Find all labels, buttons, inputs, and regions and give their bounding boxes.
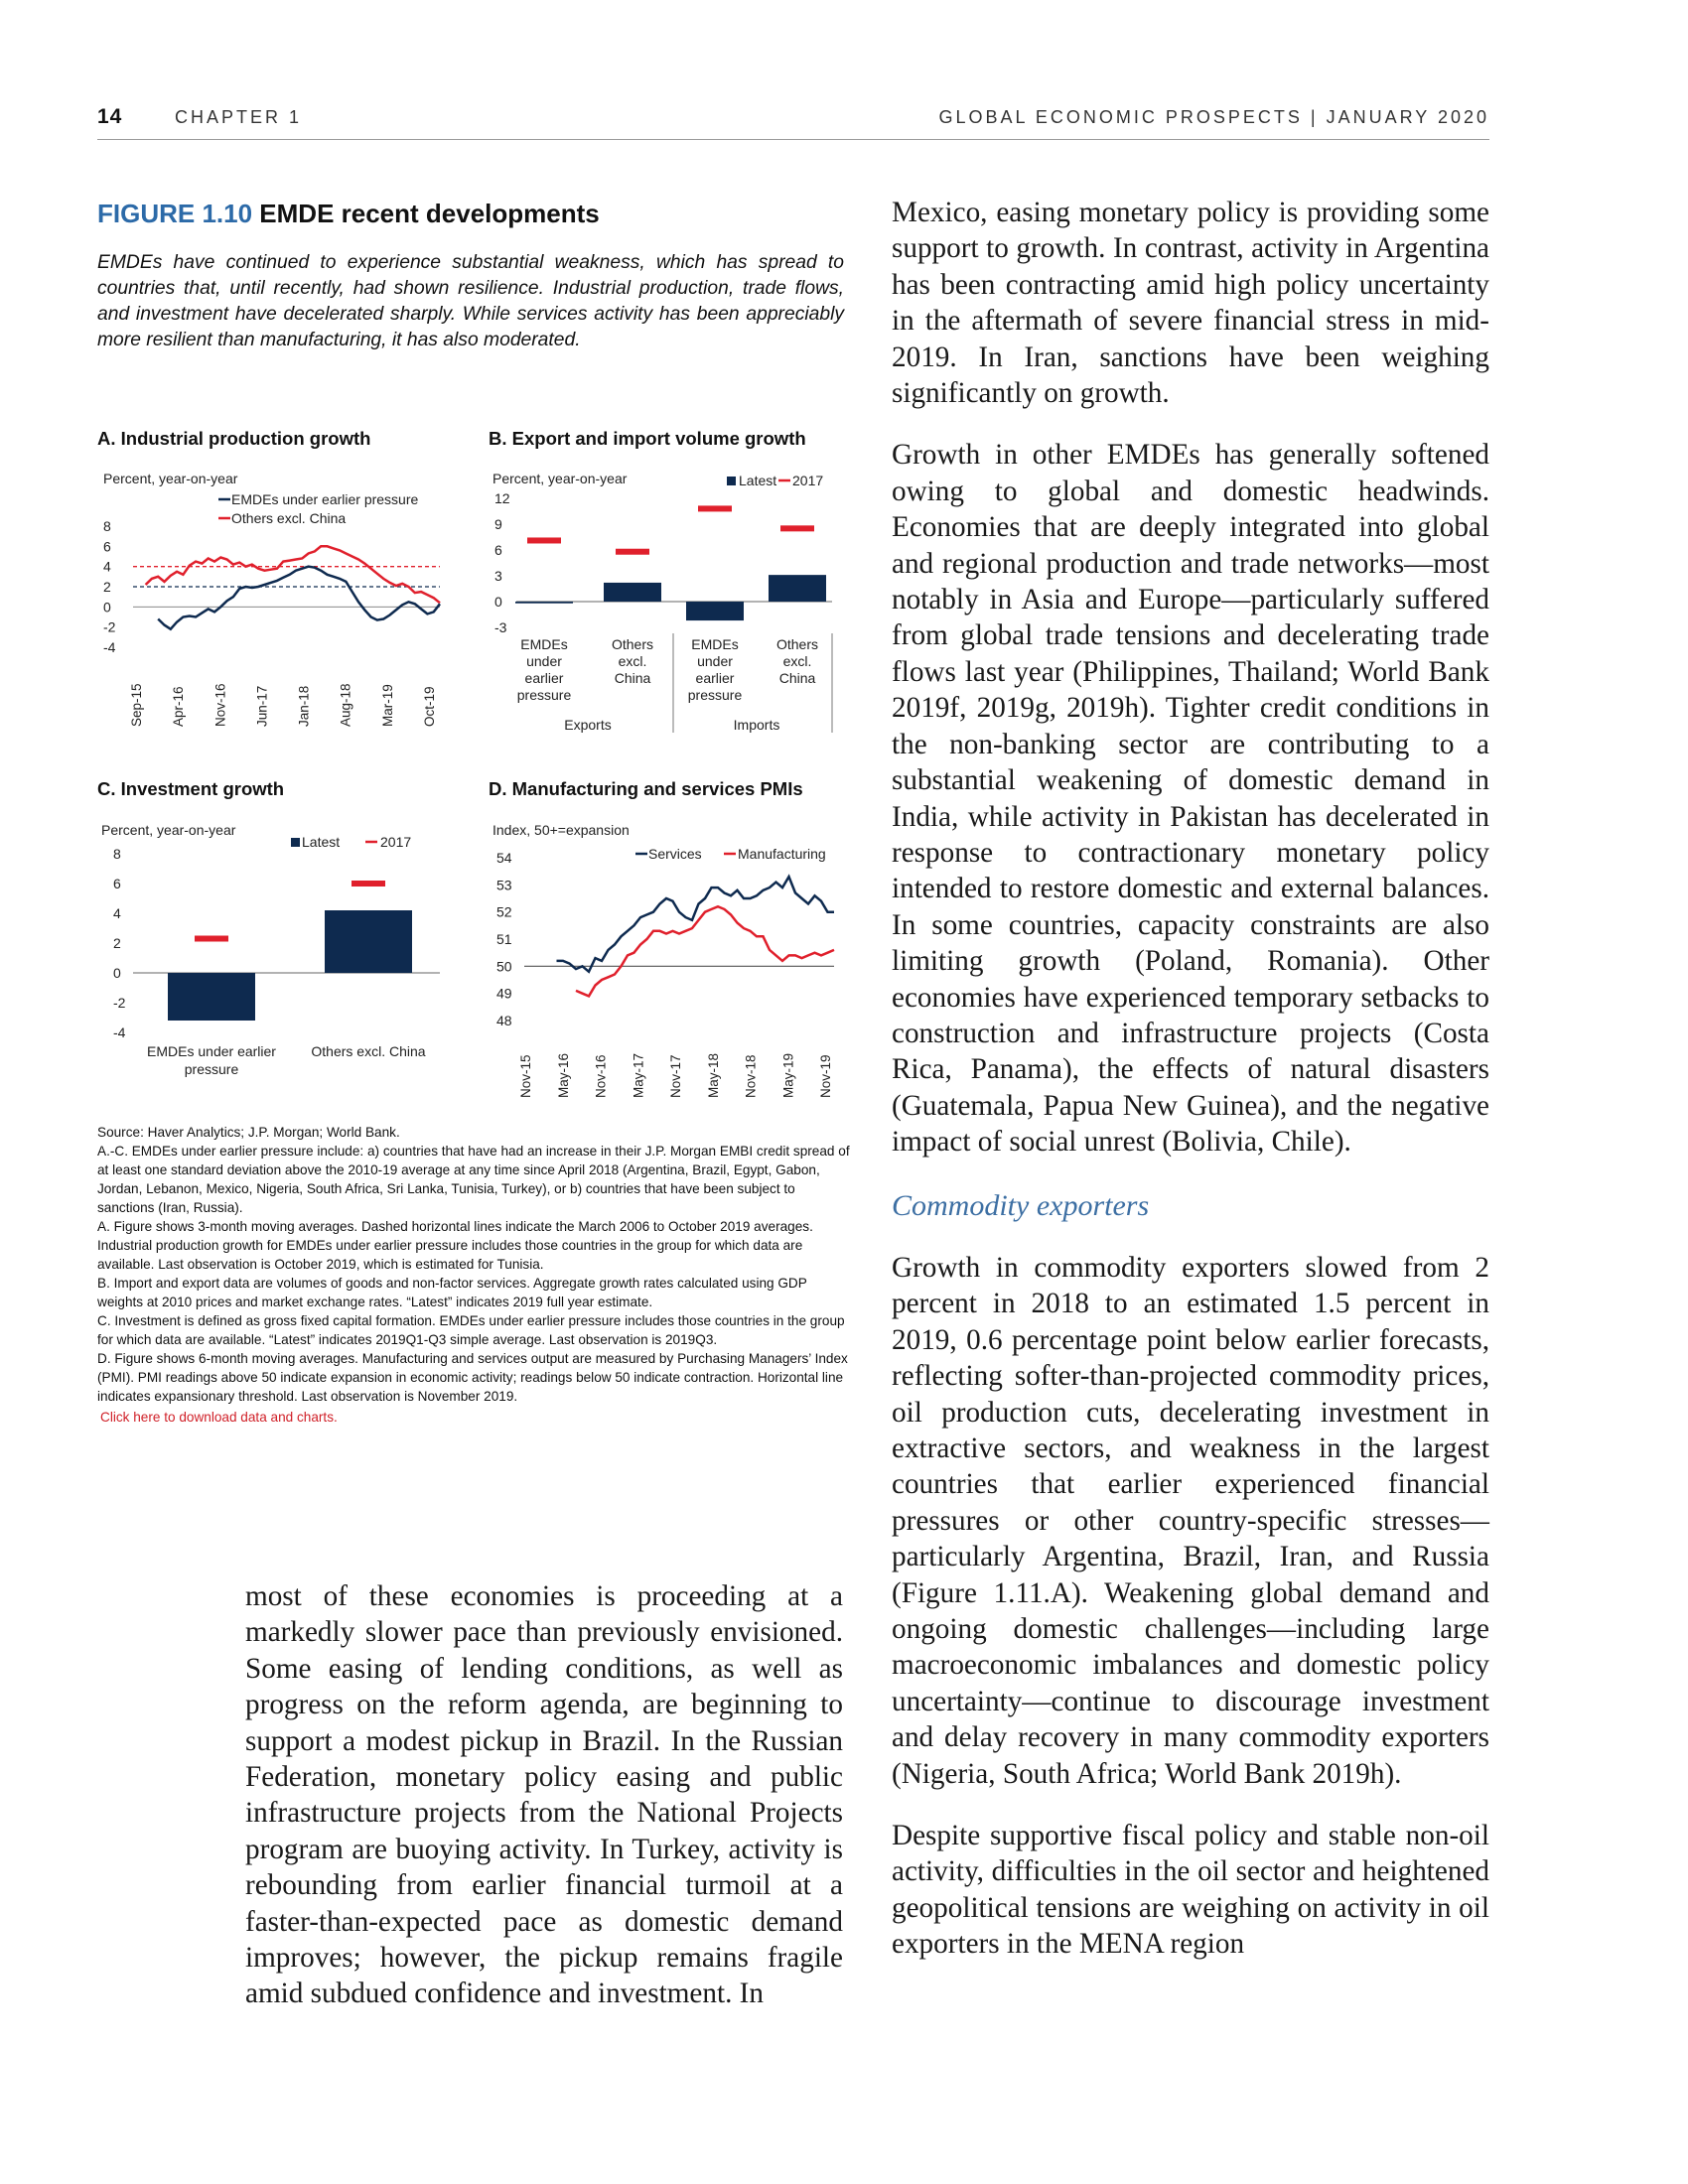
x-tick-label: Nov-16 xyxy=(593,1054,609,1098)
paragraph: Growth in commodity exporters slowed from 2 percent in 2018 to an estimated 1.5 percent in 2019, 0.6 percentage point below earlier forecasts, reflecting softer-than-projected commodity prices, oil production cuts, decelerating investment in extractive sectors, and weakness in the largest countries that earlier experienced financial pressures or other country-specific stresses—particularly Argentina, Brazil, Iran, and Russia (Figure 1.11.A). Weakening global demand and ongoing domestic challenges—including large macroeconomic imbalances and domestic policy uncertainty—continue to discourage investment and delay recovery in many commodity exporters (Nigeria, South Africa; World Bank 2019h). xyxy=(892,1251,1489,1790)
y-tick-label: 6 xyxy=(103,538,111,555)
axis-unit: Percent, year-on-year xyxy=(492,471,628,486)
marker-2017 xyxy=(616,549,649,555)
legend-label: Others excl. China xyxy=(231,510,347,526)
marker-2017 xyxy=(527,537,561,543)
chart-industrial-production xyxy=(97,467,455,774)
y-tick-label: 3 xyxy=(494,568,502,584)
figure-description: EMDEs have continued to experience substantial weakness, which has spread to countries that, until recently, had shown resilience. Industrial production, trade flows, and investment have decelerated sharply. While services activity has been appreciably more resilient than manufacturing, it has also moderated. xyxy=(97,252,844,350)
category-label: EMDEs xyxy=(691,636,739,652)
y-tick-label: 51 xyxy=(496,931,512,947)
y-tick-label: 2 xyxy=(103,579,111,595)
page-number: 14 xyxy=(97,105,123,128)
group-label-exports: Exports xyxy=(564,717,612,733)
bar-latest xyxy=(515,602,573,604)
publication-title: GLOBAL ECONOMIC PROSPECTS | JANUARY 2020 xyxy=(938,107,1489,127)
category-label: China xyxy=(614,670,651,686)
y-tick-label: 54 xyxy=(496,850,512,866)
y-tick-label: 6 xyxy=(113,876,121,891)
y-tick-label: 4 xyxy=(103,558,111,575)
note-a: A. Figure shows 3-month moving averages. Dashed horizontal lines indicate the March 2006 to October 2019 averages. Industrial production growth for EMDEs under earlier pressure includes those countries in the group for which data are available. Last observation is October 2019, which is estimated for Tunisia. xyxy=(97,1219,813,1272)
x-tick-label: May-18 xyxy=(705,1052,721,1098)
line-manufacturing xyxy=(576,906,834,996)
note-ac: A.-C. EMDEs under earlier pressure include: a) countries that have had an increase in their J.P. Morgan EMBI credit spread of at least one standard deviation above the 2010-19 average at any time since April 2018 (Argentina, Brazil, Egypt, Gabon, Jordan, Lebanon, Mexico, Nigeria, South Africa, Sri Lanka, Tunisia, Turkey), or b) countries that have been subject to sanctions (Iran, Russia). xyxy=(97,1144,850,1215)
y-tick-label: 52 xyxy=(496,903,512,920)
chart-export-import-volume xyxy=(489,467,844,774)
figure-number: FIGURE 1.10 xyxy=(97,199,253,228)
category-label: excl. xyxy=(618,653,647,669)
chart-investment-growth xyxy=(97,818,455,1106)
paragraph: most of these economies is proceeding at a markedly slower pace than previously envisioned. Some easing of lending conditions, as well as progress on the reform agenda, are beginning to support a modest pickup in Brazil. In the Russian Federation, monetary policy easing and public infrastructure projects from the National Projects program are buoying activity. In Turkey, activity is rebounding from earlier financial turmoil at a faster-than-expected pace as domestic demand improves; however, the pickup remains fragile amid subdued confidence and investment. In xyxy=(245,1580,843,2010)
x-tick-label: May-17 xyxy=(631,1052,646,1098)
panel-d-title: D. Manufacturing and services PMIs xyxy=(489,778,803,799)
y-tick-label: -2 xyxy=(113,995,126,1011)
x-tick-label: Nov-19 xyxy=(818,1054,833,1098)
legend-label: 2017 xyxy=(380,834,412,850)
x-tick-label: Nov-18 xyxy=(743,1054,759,1098)
x-tick-label: Jun-17 xyxy=(254,685,270,727)
y-tick-label: 0 xyxy=(494,594,502,610)
x-tick-label: Jan-18 xyxy=(296,685,312,727)
x-tick-label: Nov-17 xyxy=(668,1054,683,1098)
bar-latest xyxy=(168,973,255,1021)
y-tick-label: 4 xyxy=(113,905,121,921)
bar-latest xyxy=(325,910,412,973)
category-label: under xyxy=(697,653,733,669)
x-tick-label: Nov-15 xyxy=(518,1054,533,1098)
y-tick-label: 2 xyxy=(113,935,121,951)
panel-a-title: A. Industrial production growth xyxy=(97,428,371,449)
x-tick-label: Oct-19 xyxy=(422,686,437,727)
y-tick-label: -3 xyxy=(494,619,507,635)
legend-label: Services xyxy=(648,846,702,862)
legend-label: 2017 xyxy=(792,473,824,488)
paragraph: Mexico, easing monetary policy is providing some support to growth. In contrast, activity in Argentina has been contracting amid high policy uncertainty in the aftermath of severe financial stress in mid-2019. In Iran, sanctions have been weighing significantly on growth. xyxy=(892,197,1489,410)
y-tick-label: 6 xyxy=(494,542,502,558)
figure-notes xyxy=(97,1123,852,1427)
y-tick-label: 8 xyxy=(113,846,121,862)
bar-latest xyxy=(686,602,744,620)
x-tick-label: May-19 xyxy=(780,1052,796,1098)
axis-unit: Percent, year-on-year xyxy=(101,822,236,838)
category-label: Others xyxy=(611,636,654,652)
note-source: Source: Haver Analytics; J.P. Morgan; World Bank. xyxy=(97,1125,400,1140)
category-label: earlier xyxy=(695,670,735,686)
x-tick-label: Aug-18 xyxy=(338,683,353,727)
y-tick-label: 49 xyxy=(496,985,512,1002)
x-tick-label: Sep-15 xyxy=(129,683,144,727)
marker-2017 xyxy=(352,881,385,887)
bar-latest xyxy=(604,583,661,602)
y-tick-label: 50 xyxy=(496,958,512,975)
category-label: EMDEs under earlier xyxy=(147,1043,276,1059)
legend-swatch xyxy=(291,838,300,847)
note-c: C. Investment is defined as gross fixed capital formation. EMDEs under earlier pressure includes those countries in the group for which data are available. “Latest” indicates 2019Q1-Q3 simple average. Last observation is 2019Q3. xyxy=(97,1313,845,1347)
category-label: Others excl. China xyxy=(311,1043,426,1059)
panel-c-title: C. Investment growth xyxy=(97,778,285,799)
marker-2017 xyxy=(698,505,732,511)
category-label: China xyxy=(778,670,816,686)
axis-unit: Percent, year-on-year xyxy=(103,471,238,486)
marker-2017 xyxy=(780,525,814,531)
panel-b-title: B. Export and import volume growth xyxy=(489,428,806,449)
category-label: pressure xyxy=(687,687,743,703)
section-heading: Commodity exporters xyxy=(892,1188,1150,1222)
category-label: excl. xyxy=(782,653,812,669)
paragraph: Growth in other EMDEs has generally softened owing to global and domestic headwinds. Economies that are deeply integrated into global and regional production and trade networks—most notably in Asia and Europe—particularly suffered from global trade tensions and decelerating trade flows last year (Philippines, Thailand; World Bank 2019f, 2019g, 2019h). Tighter credit conditions in the non-banking sector are contributing to a substantial weakening of domestic demand in India, while activity in Pakistan has decelerated in response to contractionary monetary policy intended to restore domestic and external balances. In some countries, capacity constraints are also limiting growth (Poland, Romania). Other economies have experienced temporary setbacks to construction and infrastructure projects (Costa Rica, Panama), the effects of natural disasters (Guatemala, Papua New Guinea), and the negative impact of social unrest (Bolivia, Chile). xyxy=(892,439,1489,1159)
y-tick-label: 48 xyxy=(496,1013,512,1028)
x-tick-label: Nov-16 xyxy=(212,683,228,727)
category-label: pressure xyxy=(516,687,572,703)
x-tick-label: Apr-16 xyxy=(171,686,187,727)
category-label: pressure xyxy=(184,1061,239,1077)
y-tick-label: -4 xyxy=(113,1024,126,1040)
y-tick-label: 0 xyxy=(103,599,111,615)
chapter-label: CHAPTER 1 xyxy=(175,107,303,127)
y-tick-label: 12 xyxy=(494,490,510,506)
note-b: B. Import and export data are volumes of goods and non-factor services. Aggregate growth rates calculated using GDP weights at 2010 prices and market exchange rates. “Latest” indicates 2019 full year estimate. xyxy=(97,1276,807,1309)
line-others-excl-china xyxy=(146,546,440,603)
category-label: Others xyxy=(775,636,819,652)
chart-pmis xyxy=(489,818,844,1106)
category-label: under xyxy=(526,653,562,669)
axis-unit: Index, 50+=expansion xyxy=(492,822,630,838)
y-tick-label: 8 xyxy=(103,518,111,534)
legend-label: Manufacturing xyxy=(738,846,826,862)
group-label-imports: Imports xyxy=(733,717,780,733)
figure-name: EMDE recent developments xyxy=(259,199,600,228)
left-column-text xyxy=(245,1578,843,2012)
legend-swatch xyxy=(727,477,736,485)
y-tick-label: 53 xyxy=(496,877,512,893)
page-header xyxy=(97,103,1489,140)
marker-2017 xyxy=(195,936,228,942)
x-tick-label: Mar-19 xyxy=(379,684,395,727)
line-emdes-earlier-pressure xyxy=(158,567,440,629)
figure-title xyxy=(97,199,600,229)
y-tick-label: 9 xyxy=(494,516,502,532)
bar-latest xyxy=(769,575,826,602)
y-tick-label: -2 xyxy=(103,618,116,635)
legend-label: EMDEs under earlier pressure xyxy=(231,491,419,507)
y-tick-label: -4 xyxy=(103,639,116,655)
x-tick-label: May-16 xyxy=(555,1052,571,1098)
right-column-text xyxy=(892,195,1489,1963)
download-data-link[interactable]: Click here to download data and charts. xyxy=(100,1410,338,1425)
legend-label: Latest xyxy=(739,473,777,488)
y-tick-label: 0 xyxy=(113,965,121,981)
note-d: D. Figure shows 6-month moving averages. Manufacturing and services output are measured by Purchasing Managers’ Index (PMI). PMI readings above 50 indicate expansion in economic activity; readings below 50 indicate contraction. Horizontal line indicates expansionary threshold. Last observation is November 2019. xyxy=(97,1351,848,1404)
paragraph: Despite supportive fiscal policy and stable non-oil activity, difficulties in the oil sector and heightened geopolitical tensions are weighing on activity in oil exporters in the MENA region xyxy=(892,1820,1489,1961)
category-label: EMDEs xyxy=(520,636,568,652)
category-label: earlier xyxy=(524,670,564,686)
legend-label: Latest xyxy=(302,834,341,850)
